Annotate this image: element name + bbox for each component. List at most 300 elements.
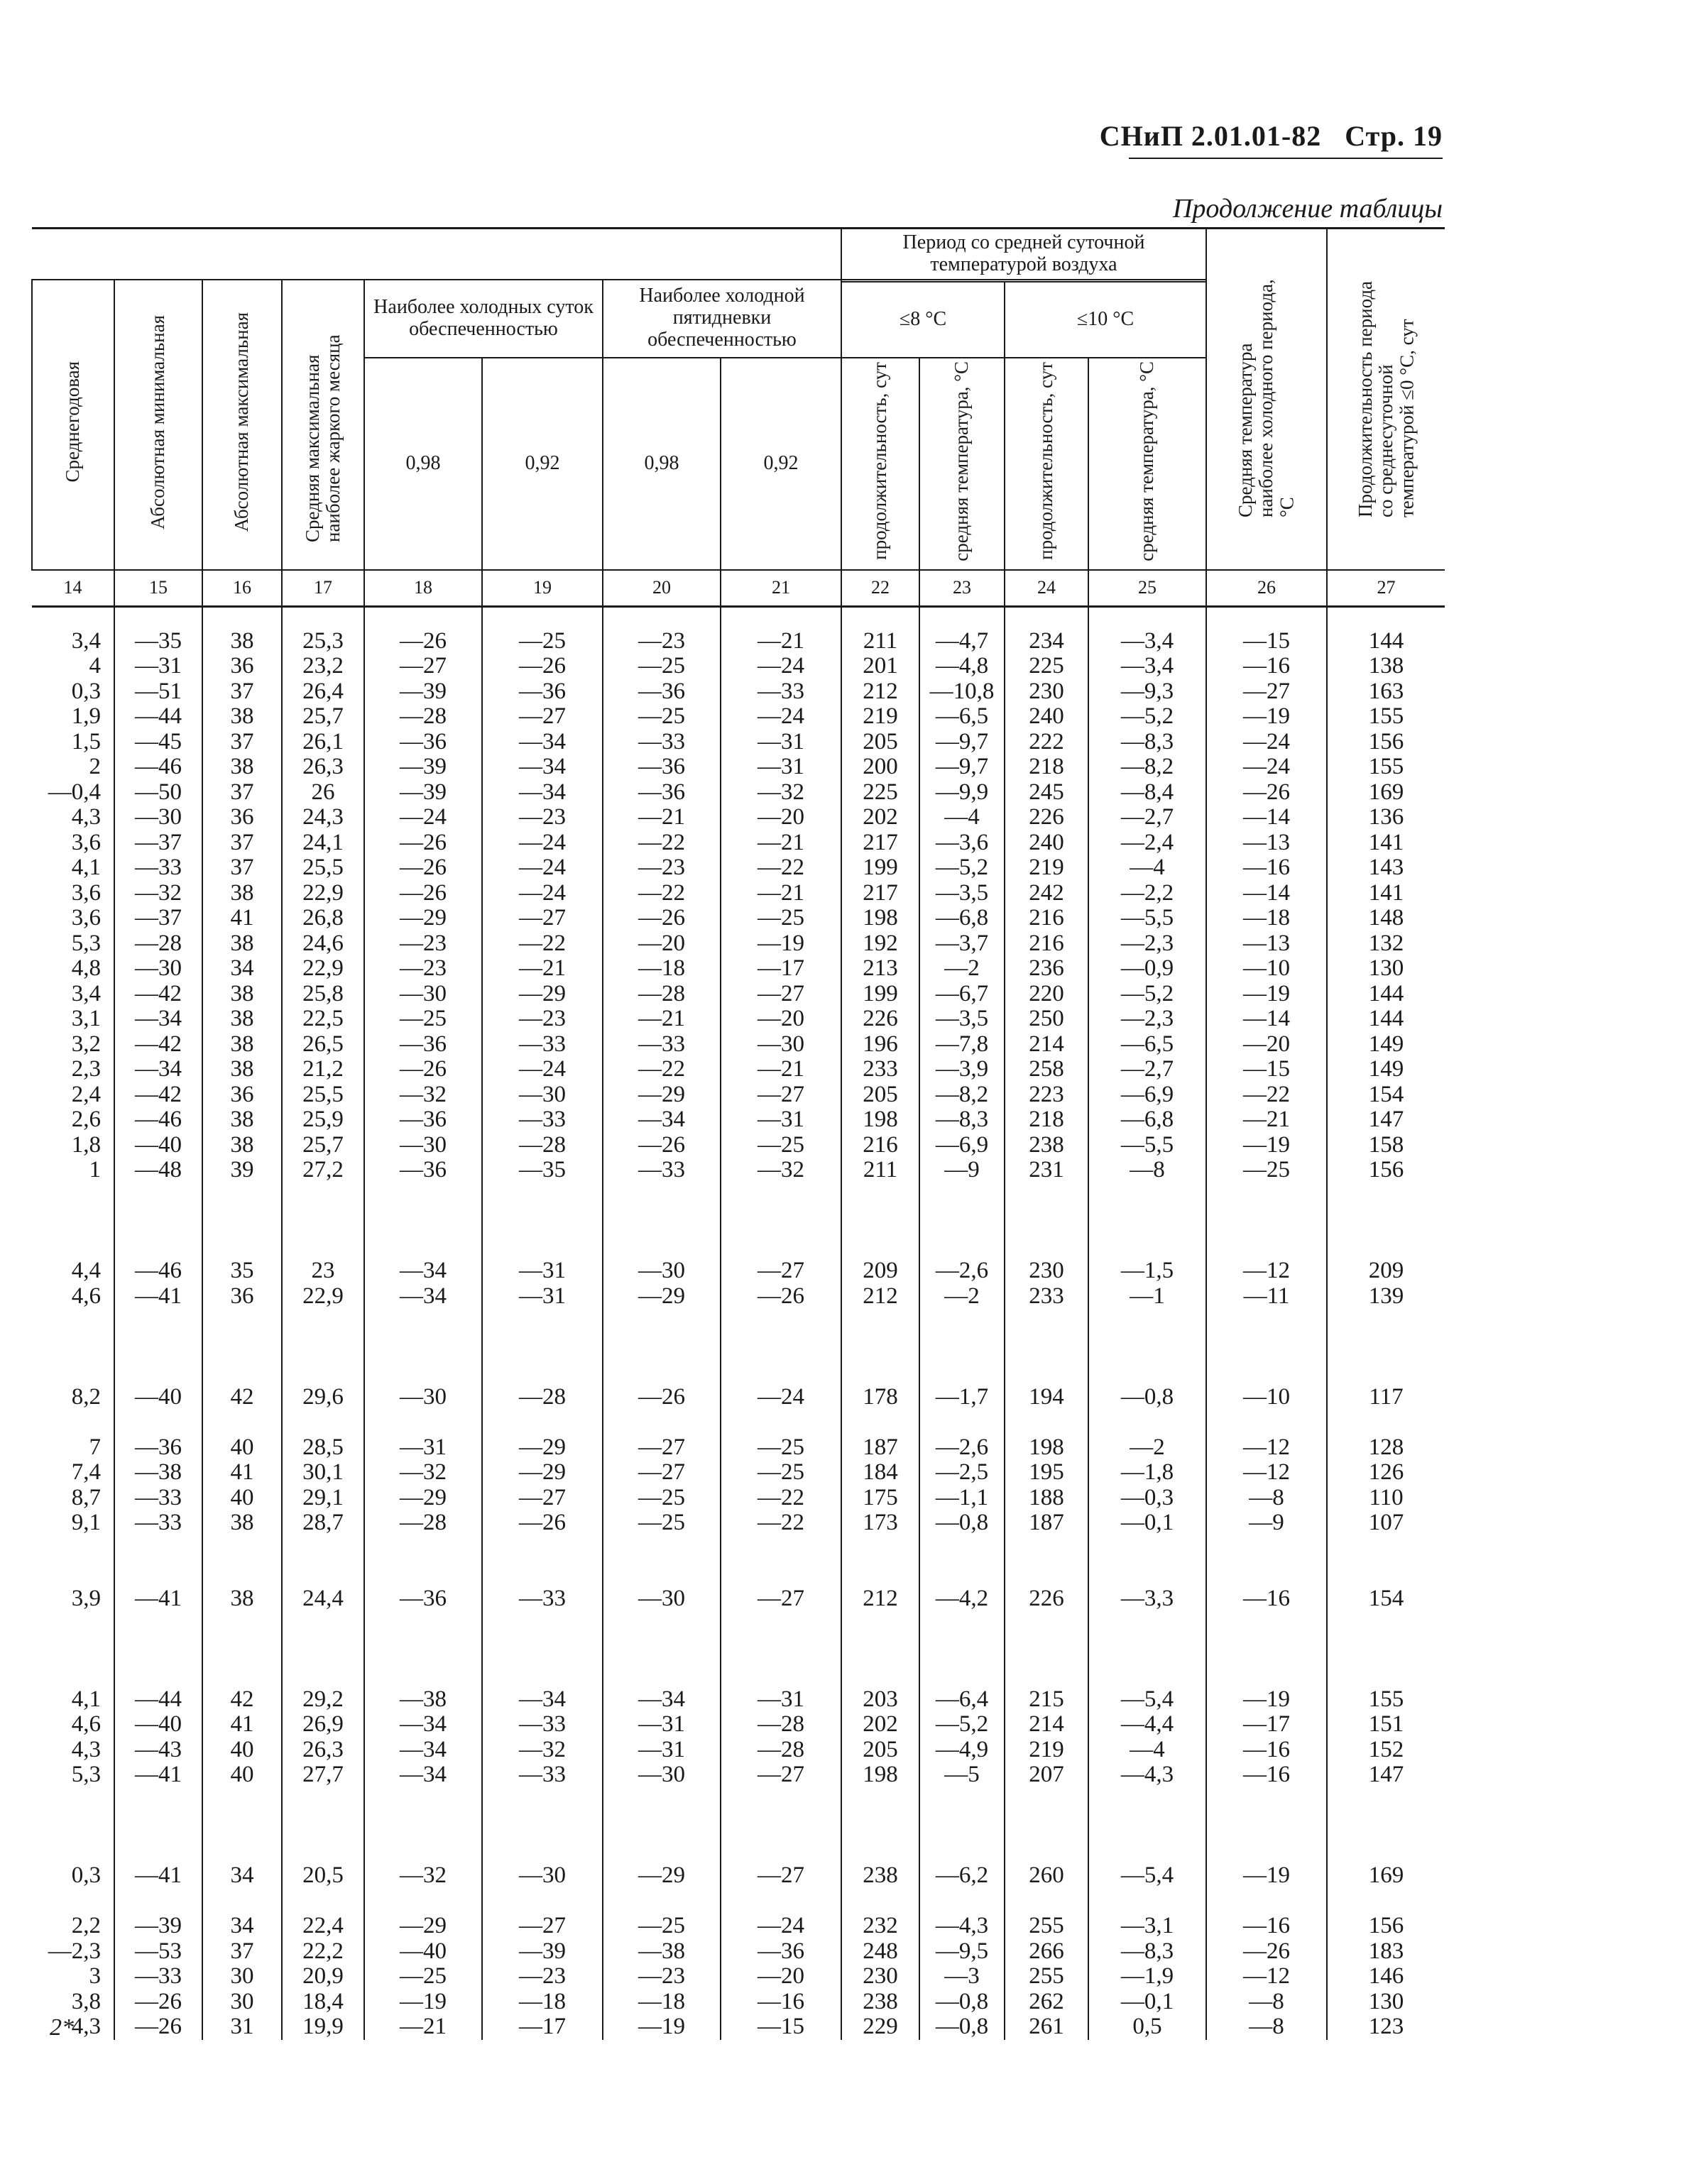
spacer-row: [32, 1359, 1445, 1385]
table-cell: —10: [1206, 1385, 1327, 1410]
table-cell: —25: [482, 629, 603, 654]
table-cell: —24: [364, 805, 482, 830]
table-cell: —41: [114, 1284, 202, 1310]
table-cell: —36: [364, 1107, 482, 1133]
table-cell: —25: [603, 654, 721, 679]
table-cell: —44: [114, 704, 202, 730]
table-cell: 4,6: [32, 1712, 114, 1738]
col-23-header: средняя температура, °С: [919, 358, 1005, 571]
table-cell: —27: [603, 1435, 721, 1461]
table-cell: 250: [1005, 1006, 1088, 1032]
table-cell: —32: [721, 780, 841, 806]
table-row: [32, 1990, 1445, 2015]
table-cell: —24: [721, 1385, 841, 1410]
table-cell: —14: [1206, 805, 1327, 830]
table-cell: 34: [202, 956, 282, 982]
table-cell: 147: [1327, 1107, 1445, 1133]
table-cell: 205: [841, 1082, 919, 1108]
table-cell: —30: [114, 805, 202, 830]
table-cell: 218: [1005, 754, 1088, 780]
table-cell: 198: [841, 906, 919, 931]
table-row: [32, 1385, 1445, 1410]
table-cell: —28: [721, 1712, 841, 1738]
table-cell: —6,8: [919, 906, 1005, 931]
table-cell: —27: [1206, 679, 1327, 705]
table-cell: 219: [1005, 1738, 1088, 1763]
table-row: [32, 1032, 1445, 1058]
table-cell: 187: [1005, 1510, 1088, 1536]
table-cell: 196: [841, 1032, 919, 1058]
table-cell: 38: [202, 1006, 282, 1032]
table-cell: —6,5: [1088, 1032, 1206, 1058]
table-cell: 7,4: [32, 1460, 114, 1486]
table-cell: 205: [841, 1738, 919, 1763]
table-cell: —28: [364, 704, 482, 730]
table-cell: —22: [721, 855, 841, 881]
table-cell: 24,3: [282, 805, 364, 830]
table-cell: —27: [721, 1762, 841, 1788]
table-cell: —36: [603, 780, 721, 806]
table-cell: 1,5: [32, 730, 114, 755]
table-cell: —16: [1206, 1762, 1327, 1788]
table-cell: —46: [114, 1107, 202, 1133]
table-cell: 255: [1005, 1914, 1088, 1939]
table-cell: —33: [721, 679, 841, 705]
table-cell: —39: [364, 754, 482, 780]
table-cell: 149: [1327, 1057, 1445, 1082]
table-cell: 3,6: [32, 830, 114, 856]
table-cell: —0,4: [32, 780, 114, 806]
table-cell: —26: [364, 855, 482, 881]
table-cell: —24: [721, 704, 841, 730]
table-cell: —19: [1206, 704, 1327, 730]
table-cell: —34: [482, 730, 603, 755]
table-cell: —38: [603, 1939, 721, 1965]
table-cell: —33: [482, 1107, 603, 1133]
table-cell: 158: [1327, 1133, 1445, 1158]
table-cell: —3,3: [1088, 1586, 1206, 1612]
table-cell: —34: [482, 780, 603, 806]
table-cell: 132: [1327, 931, 1445, 957]
table-cell: —0,1: [1088, 1510, 1206, 1536]
table-cell: 21,2: [282, 1057, 364, 1082]
table-cell: 195: [1005, 1460, 1088, 1486]
table-cell: —33: [114, 1964, 202, 1990]
table-cell: 23: [282, 1258, 364, 1284]
table-cell: —31: [603, 1712, 721, 1738]
table-cell: 212: [841, 679, 919, 705]
table-cell: —2,6: [919, 1258, 1005, 1284]
table-cell: 41: [202, 906, 282, 931]
table-cell: —16: [1206, 654, 1327, 679]
table-cell: 37: [202, 730, 282, 755]
column-number: 23: [919, 570, 1005, 606]
table-cell: 3: [32, 1964, 114, 1990]
table-cell: 26,5: [282, 1032, 364, 1058]
table-cell: 25,7: [282, 704, 364, 730]
table-cell: —2,6: [919, 1435, 1005, 1461]
table-cell: 155: [1327, 704, 1445, 730]
table-cell: —41: [114, 1762, 202, 1788]
table-row: [32, 679, 1445, 705]
table-cell: —2,7: [1088, 805, 1206, 830]
group-le8: ≤8 °С: [841, 282, 1005, 357]
table-cell: 212: [841, 1586, 919, 1612]
table-cell: —23: [482, 805, 603, 830]
table-cell: 232: [841, 1914, 919, 1939]
table-cell: —30: [721, 1032, 841, 1058]
table-row: [32, 654, 1445, 679]
table-cell: —0,1: [1088, 1990, 1206, 2015]
col-19-header: 0,92: [482, 358, 603, 571]
table-cell: 3,4: [32, 629, 114, 654]
table-cell: —23: [364, 956, 482, 982]
table-cell: 123: [1327, 2014, 1445, 2040]
table-cell: 199: [841, 855, 919, 881]
table-cell: —30: [603, 1258, 721, 1284]
table-cell: 225: [1005, 654, 1088, 679]
table-cell: —36: [364, 1032, 482, 1058]
spacer-row: [32, 1183, 1445, 1209]
table-cell: 194: [1005, 1385, 1088, 1410]
table-cell: 128: [1327, 1435, 1445, 1461]
table-cell: 0,3: [32, 1863, 114, 1889]
table-cell: 26,9: [282, 1712, 364, 1738]
table-cell: —29: [364, 906, 482, 931]
table-cell: 2: [32, 754, 114, 780]
spacer-row: [32, 1838, 1445, 1864]
table-cell: —26: [482, 1510, 603, 1536]
table-cell: —30: [114, 956, 202, 982]
table-cell: —9,7: [919, 754, 1005, 780]
col-18-header: 0,98: [364, 358, 482, 571]
table-cell: 216: [1005, 931, 1088, 957]
table-cell: 258: [1005, 1057, 1088, 1082]
table-cell: —18: [603, 1990, 721, 2015]
table-cell: —8,2: [1088, 754, 1206, 780]
table-cell: —9,7: [919, 730, 1005, 755]
table-cell: —6,2: [919, 1863, 1005, 1889]
table-cell: —12: [1206, 1258, 1327, 1284]
table-cell: 205: [841, 730, 919, 755]
table-cell: —42: [114, 1032, 202, 1058]
table-cell: —5,2: [1088, 704, 1206, 730]
column-number: 21: [721, 570, 841, 606]
table-cell: —21: [1206, 1107, 1327, 1133]
column-number: 27: [1327, 570, 1445, 606]
table-cell: —42: [114, 982, 202, 1007]
table-cell: —6,8: [1088, 1107, 1206, 1133]
table-cell: 24,6: [282, 931, 364, 957]
table-cell: 173: [841, 1510, 919, 1536]
table-cell: —25: [603, 1510, 721, 1536]
column-number: 26: [1206, 570, 1327, 606]
table-cell: —27: [721, 1863, 841, 1889]
table-cell: 143: [1327, 855, 1445, 881]
table-cell: 215: [1005, 1687, 1088, 1713]
table-cell: —50: [114, 780, 202, 806]
table-row: [32, 1460, 1445, 1486]
column-number: 20: [603, 570, 721, 606]
table-cell: —3,4: [1088, 654, 1206, 679]
table-cell: 209: [841, 1258, 919, 1284]
column-number: 22: [841, 570, 919, 606]
table-cell: —30: [482, 1082, 603, 1108]
table-row: [32, 881, 1445, 906]
table-cell: 1,9: [32, 704, 114, 730]
table-cell: —2,3: [1088, 1006, 1206, 1032]
table-cell: —31: [721, 1687, 841, 1713]
table-row: [32, 1133, 1445, 1158]
table-cell: —30: [364, 1385, 482, 1410]
table-cell: 8,7: [32, 1486, 114, 1511]
table-cell: 261: [1005, 2014, 1088, 2040]
table-cell: —41: [114, 1863, 202, 1889]
table-cell: —21: [721, 629, 841, 654]
table-cell: —25: [603, 1914, 721, 1939]
table-cell: 27,2: [282, 1158, 364, 1183]
table-cell: 202: [841, 805, 919, 830]
table-cell: —21: [603, 1006, 721, 1032]
table-cell: —13: [1206, 830, 1327, 856]
table-cell: —27: [482, 704, 603, 730]
table-row: [32, 629, 1445, 654]
table-cell: —2,7: [1088, 1057, 1206, 1082]
table-cell: 28,5: [282, 1435, 364, 1461]
table-cell: —25: [721, 906, 841, 931]
column-number: 18: [364, 570, 482, 606]
table-cell: —5: [919, 1762, 1005, 1788]
table-cell: 22,9: [282, 881, 364, 906]
table-row: [32, 1863, 1445, 1889]
table-cell: 216: [841, 1133, 919, 1158]
table-cell: 226: [1005, 1586, 1088, 1612]
table-cell: 188: [1005, 1486, 1088, 1511]
table-cell: 5,3: [32, 1762, 114, 1788]
table-cell: —6,7: [919, 982, 1005, 1007]
table-row: [32, 1914, 1445, 1939]
table-cell: —28: [482, 1385, 603, 1410]
table-cell: —36: [603, 754, 721, 780]
table-cell: —34: [364, 1284, 482, 1310]
table-cell: 198: [841, 1762, 919, 1788]
table-cell: —36: [364, 730, 482, 755]
table-cell: —31: [721, 754, 841, 780]
table-cell: —26: [603, 906, 721, 931]
table-cell: 201: [841, 654, 919, 679]
col-24-header: продолжительность, сут: [1005, 358, 1088, 571]
table-cell: —26: [1206, 780, 1327, 806]
table-cell: —33: [482, 1712, 603, 1738]
table-cell: 222: [1005, 730, 1088, 755]
table-cell: 147: [1327, 1762, 1445, 1788]
table-cell: 154: [1327, 1586, 1445, 1612]
table-cell: —21: [721, 1057, 841, 1082]
table-row: [32, 704, 1445, 730]
table-cell: 26,3: [282, 754, 364, 780]
table-cell: 240: [1005, 830, 1088, 856]
spacer-row: [32, 1334, 1445, 1360]
table-cell: —27: [721, 982, 841, 1007]
table-row: [32, 1939, 1445, 1965]
table-cell: 5,3: [32, 931, 114, 957]
table-cell: —10,8: [919, 679, 1005, 705]
table-cell: 42: [202, 1385, 282, 1410]
table-cell: 225: [841, 780, 919, 806]
table-cell: —40: [364, 1939, 482, 1965]
table-cell: —27: [721, 1586, 841, 1612]
table-cell: —25: [721, 1435, 841, 1461]
table-cell: —8,3: [919, 1107, 1005, 1133]
spacer-row: [32, 1889, 1445, 1914]
table-cell: 155: [1327, 754, 1445, 780]
column-number-row: [32, 570, 1445, 606]
table-cell: —40: [114, 1385, 202, 1410]
table-cell: 37: [202, 830, 282, 856]
table-cell: —26: [603, 1385, 721, 1410]
table-cell: 233: [1005, 1284, 1088, 1310]
table-cell: —27: [603, 1460, 721, 1486]
table-cell: —12: [1206, 1460, 1327, 1486]
table-cell: 152: [1327, 1738, 1445, 1763]
table-cell: —22: [721, 1486, 841, 1511]
table-cell: 217: [841, 830, 919, 856]
table-cell: —26: [482, 654, 603, 679]
table-cell: 4,1: [32, 855, 114, 881]
table-cell: 40: [202, 1762, 282, 1788]
table-cell: —9,3: [1088, 679, 1206, 705]
table-cell: 198: [1005, 1435, 1088, 1461]
table-cell: —2: [1088, 1435, 1206, 1461]
table-cell: 38: [202, 1032, 282, 1058]
table-cell: —32: [721, 1158, 841, 1183]
col-14-header: Среднегодовая: [32, 280, 114, 571]
table-cell: 23,2: [282, 654, 364, 679]
spacer-row: [32, 1788, 1445, 1813]
table-cell: 231: [1005, 1158, 1088, 1183]
table-cell: —31: [721, 1107, 841, 1133]
table-cell: 144: [1327, 629, 1445, 654]
table-cell: —4: [919, 805, 1005, 830]
table-cell: —17: [482, 2014, 603, 2040]
table-row: [32, 2014, 1445, 2040]
table-cell: 25,5: [282, 855, 364, 881]
table-cell: 36: [202, 1284, 282, 1310]
table-cell: 4,1: [32, 1687, 114, 1713]
table-cell: —45: [114, 730, 202, 755]
table-row: [32, 830, 1445, 856]
table-cell: —4,7: [919, 629, 1005, 654]
table-cell: 38: [202, 629, 282, 654]
table-cell: —4,8: [919, 654, 1005, 679]
table-cell: —5,5: [1088, 1133, 1206, 1158]
table-cell: —29: [364, 1486, 482, 1511]
table-cell: —4,4: [1088, 1712, 1206, 1738]
column-number: 15: [114, 570, 202, 606]
table-cell: 146: [1327, 1964, 1445, 1990]
table-cell: 238: [1005, 1133, 1088, 1158]
table-row: [32, 1006, 1445, 1032]
table-cell: —19: [1206, 1863, 1327, 1889]
table-cell: —3,7: [919, 931, 1005, 957]
table-cell: 236: [1005, 956, 1088, 982]
table-cell: 207: [1005, 1762, 1088, 1788]
table-cell: —32: [482, 1738, 603, 1763]
table-cell: —29: [364, 1914, 482, 1939]
table-row: [32, 1082, 1445, 1108]
table-cell: 3,2: [32, 1032, 114, 1058]
spacer-row: [32, 1208, 1445, 1234]
table-cell: —21: [721, 830, 841, 856]
table-cell: —18: [1206, 906, 1327, 931]
table-cell: —35: [482, 1158, 603, 1183]
table-cell: —15: [721, 2014, 841, 2040]
spacer-row: [32, 1637, 1445, 1662]
table-cell: —11: [1206, 1284, 1327, 1310]
table-cell: 229: [841, 2014, 919, 2040]
table-cell: —40: [114, 1712, 202, 1738]
table-cell: —9: [919, 1158, 1005, 1183]
table-cell: 29,2: [282, 1687, 364, 1713]
table-cell: —2,2: [1088, 881, 1206, 906]
table-cell: 1: [32, 1158, 114, 1183]
page-header: [1100, 119, 1443, 153]
table-cell: 35: [202, 1258, 282, 1284]
table-cell: 20,9: [282, 1964, 364, 1990]
table-cell: —34: [114, 1006, 202, 1032]
table-cell: 3,1: [32, 1006, 114, 1032]
table-cell: 38: [202, 1057, 282, 1082]
table-cell: 202: [841, 1712, 919, 1738]
table-cell: —22: [482, 931, 603, 957]
table-cell: 38: [202, 1586, 282, 1612]
table-row: [32, 1057, 1445, 1082]
table-cell: 31: [202, 2014, 282, 2040]
table-cell: —1,7: [919, 1385, 1005, 1410]
table-cell: 154: [1327, 1082, 1445, 1108]
table-cell: —36: [364, 1158, 482, 1183]
col-16-header: Абсолютная максимальная: [202, 280, 282, 571]
table-cell: —8,3: [1088, 730, 1206, 755]
table-cell: 38: [202, 931, 282, 957]
table-cell: 138: [1327, 654, 1445, 679]
table-cell: —21: [721, 881, 841, 906]
table-cell: —9,9: [919, 780, 1005, 806]
table-cell: 22,4: [282, 1914, 364, 1939]
table-cell: —23: [603, 855, 721, 881]
table-cell: —25: [1206, 1158, 1327, 1183]
table-cell: 203: [841, 1687, 919, 1713]
header-rule: [1129, 158, 1443, 159]
table-cell: —23: [603, 629, 721, 654]
table-cell: —33: [482, 1762, 603, 1788]
table-cell: —22: [603, 881, 721, 906]
table-cell: —28: [603, 982, 721, 1007]
table-cell: 130: [1327, 1990, 1445, 2015]
table-cell: —36: [114, 1435, 202, 1461]
table-cell: 156: [1327, 1158, 1445, 1183]
table-cell: —2,3: [1088, 931, 1206, 957]
table-cell: 40: [202, 1486, 282, 1511]
table-cell: —30: [603, 1586, 721, 1612]
table-cell: 4,4: [32, 1258, 114, 1284]
table-cell: 22,5: [282, 1006, 364, 1032]
table-cell: —2,3: [32, 1939, 114, 1965]
table-cell: 4,3: [32, 2014, 114, 2040]
table-cell: 37: [202, 780, 282, 806]
col-21-header: 0,92: [721, 358, 841, 571]
table-cell: —32: [114, 881, 202, 906]
